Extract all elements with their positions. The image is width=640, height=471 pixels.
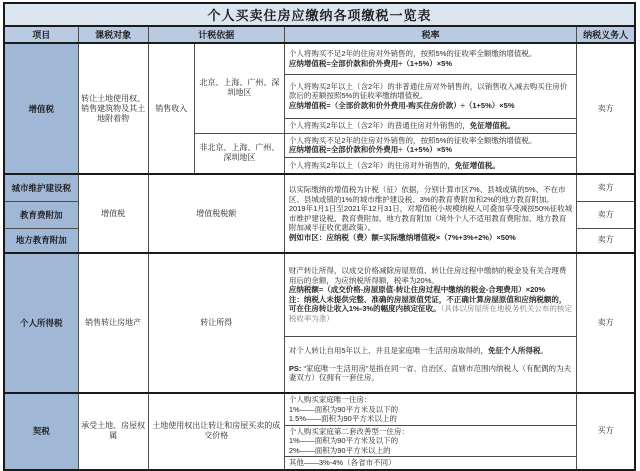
- surtax-payer-3-cell: 卖方: [577, 228, 635, 253]
- pit-rate-1-note2: （具体以房屋所在地税务机关公布的核定税收率为准）: [288, 304, 572, 323]
- header-item: 项目: [4, 26, 78, 43]
- vat-rate-2-formula: 应纳增值税=（全部价款和价外费用-购买住房价款）÷（1+5%）×5%: [288, 100, 515, 110]
- vat-row-1: [4, 43, 635, 74]
- deed-basis-cell: 土地使用权出让转让和房屋买卖的成交价格: [148, 393, 284, 470]
- pit-payer-cell: 卖方: [577, 253, 635, 393]
- deed-rate-3-line1: 其他——3%-4%（各省市不同）: [288, 458, 396, 467]
- vat-rate-1-text: 个人将购买不足2年的住房对外销售的，按照5%的征收率全额缴纳增值税。: [288, 49, 537, 59]
- deed-row-1: [4, 393, 635, 425]
- table-title: 个人买卖住房应缴纳各项缴税一览表: [4, 3, 635, 26]
- pit-rate-2-bold: 免征个人所得税: [488, 346, 541, 355]
- pit-rate-1-text: 财产转让所得，以成交价格减除房屋原值、转让住房过程中缴纳的税金及有关合理费用后的余额，为应纳税所得额，税率为20%。: [288, 266, 567, 285]
- surtax-item-1-cell: 城市维护建设税: [4, 174, 78, 201]
- header-object: 课税对象: [78, 26, 148, 43]
- surtax-rate-text2: 2019年1月1日至2021年12月31日，对增值税小规模纳税人可叠加享受减按50%征收城市维护建设税、教育费附加、地方教育附加（境外个人不适用教育费附加、地方教育附加减半征收优惠政策）。: [288, 204, 573, 232]
- vat-region1-cell: 北京、上海、广州、深圳地区: [194, 43, 284, 133]
- vat-object-cell: 转让土地使用权、销售建筑物及其土地附着物: [78, 43, 148, 174]
- deed-payer-cell: 买方: [577, 393, 635, 470]
- surtax-item-3-cell: 地方教育附加: [4, 228, 78, 253]
- surtax-basis-cell: 增值税税额: [148, 174, 284, 253]
- pit-ps-label: PS:: [288, 363, 302, 373]
- deed-rate-3: [284, 457, 576, 470]
- deed-rate-2-line3: 2%——面积为90平方米以上的: [288, 445, 391, 455]
- pit-basis-cell: 转让所得: [148, 253, 284, 393]
- tax-table: [3, 2, 636, 471]
- vat-rate-2-text: 个人将购买2年以上（含2年）的非普通住房对外销售的，以销售收入减去购买住房价款后的差额按照5%的征收率缴纳增值税。: [288, 81, 568, 101]
- vat-basis-cell: 销售收入: [148, 43, 194, 174]
- vat-rate-4-formula: 应纳增值税=全部价款和价外费用÷（1+5%）×5%: [288, 145, 452, 154]
- surtax-rate-cell: [284, 174, 576, 253]
- surtax-row-1: [4, 174, 635, 201]
- surtax-rate-example: 例如市区：应纳税（费）额=实际缴纳增值税×（7%+3%+2%）×50%: [288, 232, 516, 242]
- vat-rate-5: [284, 157, 576, 174]
- surtax-object-cell: 增值税: [78, 174, 148, 253]
- tax-table-container: [3, 2, 636, 471]
- vat-item-cell: 增值税: [4, 43, 78, 174]
- pit-ps-text: “家庭唯一生活用房”是指在同一省、自治区、直辖市范围内纳税人（有配偶的为夫妻双方）仅拥有一套住房。: [288, 363, 571, 382]
- pit-rate-1: [284, 253, 576, 336]
- vat-rate-1: [284, 43, 576, 74]
- vat-rate-3: [284, 118, 576, 133]
- header-rate: 税率: [284, 26, 576, 43]
- vat-rate-3-text: 个人将购买2年以上（含2年）的普通住房对外销售的，: [288, 120, 470, 130]
- pit-rate-2-text: 对个人转让自用5年以上、并且是家庭唯一生活用房取得的，: [288, 346, 489, 355]
- deed-rate-1-line3: 1.5%——面积为90平方米以上的: [288, 414, 397, 423]
- vat-rate-1-formula: 应纳增值税=全部价款和价外费用÷（1+5%）×5%: [288, 58, 452, 68]
- vat-payer-cell: 卖方: [577, 43, 635, 174]
- pit-rate-2-end: 。: [540, 346, 549, 355]
- deed-rate-1-line2: 1%——面积为90平方米及以下的: [288, 404, 399, 414]
- header-row: [4, 26, 635, 43]
- pit-row-1: [4, 253, 635, 336]
- vat-rate-5-text: 个人将购买2年以上（含2年）的住房对外销售的，: [288, 160, 455, 170]
- pit-object-cell: 销售转让房地产: [78, 253, 148, 393]
- vat-region2-cell: 非北京、上海、广州、深圳地区: [194, 133, 284, 174]
- pit-rate-2: [284, 336, 576, 393]
- pit-rate-1-formula: 应纳税额=（成交价格-房屋原值-转让住房过程中缴纳的税金-合理费用）×20%: [288, 285, 546, 295]
- vat-rate-3-bold: 免征增值税。: [469, 120, 515, 130]
- vat-rate-4-text: 个人将购买不足2年的住房对外销售的，按照5%的征收率全额缴纳增值税。: [288, 135, 537, 145]
- deed-item-cell: 契税: [4, 393, 78, 470]
- surtax-payer-2-cell: 卖方: [577, 201, 635, 228]
- deed-rate-1: [284, 393, 576, 425]
- vat-rate-2: [284, 74, 576, 118]
- deed-rate-1-line1: 个人购买家庭唯一住房：: [288, 395, 372, 404]
- deed-object-cell: 承受土地、房屋权属: [78, 393, 148, 470]
- pit-rate-1-note: 注：纳税人未提供完整、准确的房屋原值凭证，不正确计算房屋原值和应纳税额的，可在住房转让收入1%-3%的幅度内核定征收。: [288, 294, 567, 314]
- header-payer: 纳税义务人: [577, 26, 635, 43]
- surtax-item-2-cell: 教育费附加: [4, 201, 78, 228]
- header-basis: 计税依据: [148, 26, 284, 43]
- deed-rate-2-line2: 1%——面积为90平方米及以下的: [288, 436, 399, 445]
- deed-rate-2: [284, 425, 576, 457]
- surtax-rate-text1: 以实际缴纳的增值税为计税（征）依据，分别计算市区7%、县城或镇的5%、不在市区、县城或镇的1%的城市维护建设税、3%的教育费附加和2%的地方教育附加。: [288, 185, 566, 204]
- vat-rate-5-bold: 免征增值税。: [454, 160, 500, 170]
- vat-rate-4: [284, 133, 576, 157]
- deed-rate-2-line1: 个人购买家庭第二套改善型一住房：: [288, 426, 409, 436]
- pit-item-cell: 个人所得税: [4, 253, 78, 393]
- surtax-payer-1-cell: 卖方: [577, 174, 635, 201]
